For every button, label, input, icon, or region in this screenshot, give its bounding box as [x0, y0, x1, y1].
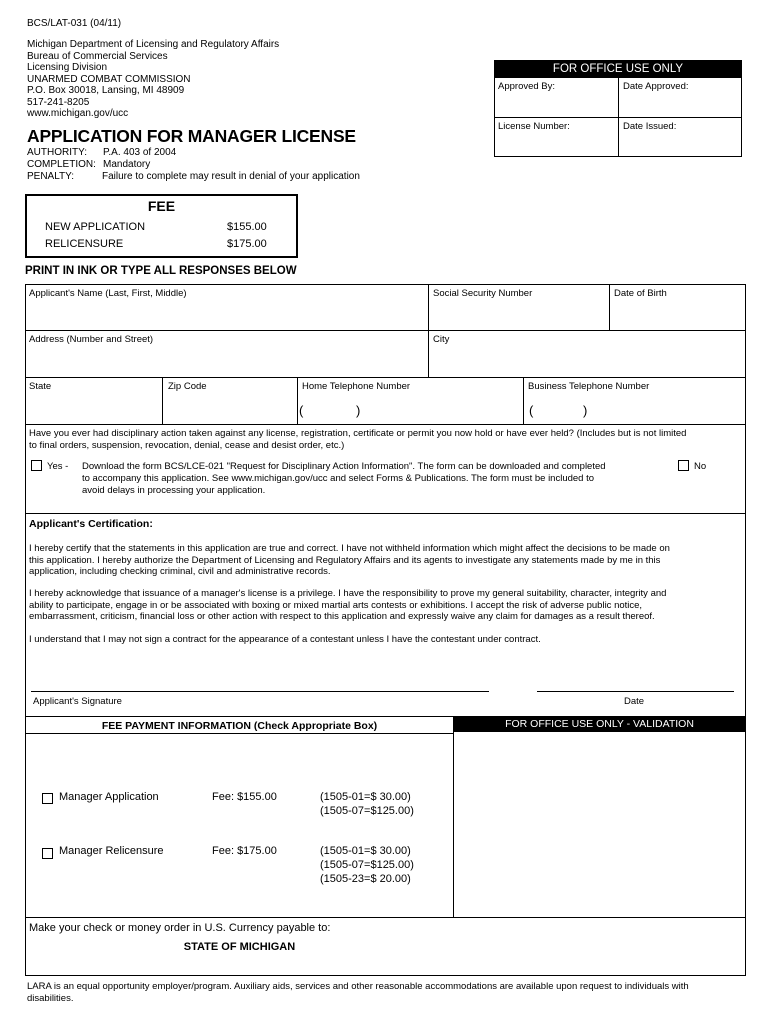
penalty-value: Failure to complete may result in denial of your application	[102, 171, 360, 182]
fee-relicensure-amount: $175.00	[227, 238, 267, 250]
application-form	[25, 284, 746, 976]
dob-input[interactable]	[612, 299, 742, 328]
agency-address	[27, 39, 279, 120]
dob-label: Date of Birth	[614, 288, 667, 299]
address-line: Licensing Division	[27, 62, 108, 73]
applicant-name-input[interactable]	[27, 299, 425, 328]
city-label: City	[433, 334, 450, 345]
city-input[interactable]	[431, 345, 743, 375]
approved-by-label: Approved By:	[498, 81, 556, 92]
completion-value: Mandatory	[103, 159, 151, 170]
instructions: PRINT IN INK OR TYPE ALL RESPONSES BELOW	[25, 265, 297, 277]
certification-line: application, including checking criminal, civil and administrative records.	[29, 566, 331, 577]
fee-new-application-label: NEW APPLICATION	[45, 221, 146, 233]
certification-line: I hereby certify that the statements in this application are true and correct. I have not withheld information which might affect the decisions to be made on	[29, 543, 670, 554]
form-code: BCS/LAT-031 (04/11)	[27, 18, 122, 29]
fee-title: FEE	[147, 198, 176, 214]
manager-relicensure-fee: Fee: $175.00	[212, 845, 277, 857]
manager-relicensure-checkbox[interactable]	[42, 848, 53, 859]
page-title: APPLICATION FOR MANAGER LICENSE	[27, 126, 356, 146]
zip-label: Zip Code	[168, 381, 207, 392]
home-phone-input[interactable]	[308, 392, 520, 422]
zip-input[interactable]	[165, 392, 295, 422]
home-phone-paren-open: (	[299, 403, 304, 418]
fee-code: (1505-07=$125.00)	[320, 859, 414, 871]
manager-relicensure-label: Manager Relicensure	[59, 845, 164, 857]
office-use-box	[494, 60, 742, 157]
yes-label: Yes -	[47, 461, 69, 472]
authority-value: P.A. 403 of 2004	[103, 147, 177, 158]
address-line: Michigan Department of Licensing and Regulatory Affairs	[27, 39, 280, 50]
fee-box	[25, 194, 298, 258]
address-line: P.O. Box 30018, Lansing, MI 48909	[27, 85, 185, 96]
signature-line	[31, 691, 489, 692]
applicant-name-label: Applicant's Name (Last, First, Middle)	[29, 288, 187, 299]
date-label: Date	[624, 696, 645, 707]
certification-line: I hereby acknowledge that issuance of a manager's license is a privilege. I have the responsibility to prove my general suitability, character, integrity and	[29, 588, 667, 599]
yes-checkbox[interactable]	[31, 460, 42, 471]
ssn-label: Social Security Number	[433, 288, 533, 299]
address-label: Address (Number and Street)	[29, 334, 154, 345]
address-line: 517-241-8205	[27, 96, 90, 108]
fee-payment-title: FEE PAYMENT INFORMATION (Check Appropriate Box)	[101, 720, 378, 732]
no-checkbox[interactable]	[678, 460, 689, 471]
address-line: UNARMED COMBAT COMMISSION	[27, 73, 191, 85]
fee-code: (1505-07=$125.00)	[320, 805, 414, 817]
home-phone-paren-close: )	[356, 403, 361, 418]
disciplinary-question-line-1: Have you ever had disciplinary action taken against any license, registration, certificate or permit you now hold or have ever held? (Includes but is not limited	[29, 428, 687, 439]
certification-line: this application. I hereby authorize the Department of Licensing and Regulatory Affairs and its agents to investigate any statements made by me in this	[29, 554, 661, 566]
footer-line-2: disabilities.	[27, 992, 74, 1004]
address-line: www.michigan.gov/ucc	[27, 108, 129, 119]
fee-code: (1505-23=$ 20.00)	[320, 873, 411, 885]
certification-paragraph-2	[29, 588, 666, 623]
address-line: Bureau of Commercial Services	[27, 50, 168, 62]
disciplinary-question-line-2: to final orders, suspension, revocation, denial, cease and desist order, etc.)	[29, 440, 345, 451]
manager-application-checkbox[interactable]	[42, 793, 53, 804]
fee-code: (1505-01=$ 30.00)	[320, 845, 411, 857]
home-phone-label: Home Telephone Number	[302, 381, 411, 392]
signature-input[interactable]	[31, 670, 489, 691]
validation-title: FOR OFFICE USE ONLY - VALIDATION	[454, 717, 745, 732]
certification-line: embarrassment, criticism, financial loss or other action with respect to this application and expressly waive any claim for damages as a result thereof.	[29, 611, 655, 622]
office-use-title: FOR OFFICE USE ONLY	[495, 61, 741, 78]
completion-label: COMPLETION:	[27, 159, 96, 170]
manager-application-label: Manager Application	[59, 791, 159, 803]
business-phone-paren-open: (	[529, 403, 534, 418]
fee-new-application-amount: $155.00	[227, 221, 267, 233]
certification-line: ability to participate, engage in or be associated with boxing or mixed martial arts contests or exhibitions. I accept the risk of adverse public notice,	[29, 599, 643, 611]
business-phone-label: Business Telephone Number	[528, 381, 650, 392]
yes-text-line-1: Download the form BCS/LCE-021 "Request for Disciplinary Action Information". The form can be downloaded and completed	[82, 461, 606, 472]
certification-title: Applicant's Certification:	[29, 518, 153, 530]
footer-line-1: LARA is an equal opportunity employer/program. Auxiliary aids, services and other reasonable accommodations are available upon request to individuals with	[27, 981, 689, 992]
manager-application-fee: Fee: $155.00	[212, 791, 277, 803]
no-label: No	[694, 461, 707, 472]
certification-paragraph-3: I understand that I may not sign a contract for the appearance of a contestant unless I have the contestant under contract.	[29, 634, 541, 645]
state-label: State	[29, 381, 52, 392]
fee-relicensure-label: RELICENSURE	[45, 238, 124, 250]
business-phone-input[interactable]	[536, 392, 742, 422]
business-phone-paren-close: )	[583, 403, 588, 418]
payable-to-text: Make your check or money order in U.S. Currency payable to:	[29, 922, 331, 934]
date-issued-label: Date Issued:	[623, 121, 677, 132]
yes-text-line-2: to accompany this application. See www.michigan.gov/ucc and select Forms & Publications. The form must be included to	[82, 473, 595, 484]
state-input[interactable]	[27, 392, 160, 422]
fee-code: (1505-01=$ 30.00)	[320, 791, 411, 803]
signature-label: Applicant's Signature	[33, 696, 122, 707]
payee-name: STATE OF MICHIGAN	[183, 941, 296, 953]
penalty-label: PENALTY:	[27, 171, 75, 182]
footer-notice	[27, 981, 689, 1004]
date-approved-label: Date Approved:	[623, 81, 689, 92]
address-input[interactable]	[27, 345, 425, 375]
authority-label: AUTHORITY:	[27, 147, 88, 158]
signature-date-input[interactable]	[537, 670, 734, 691]
date-line	[537, 691, 734, 692]
certification-paragraph-1	[29, 543, 670, 578]
yes-text-line-3: avoid delays in processing your application.	[82, 485, 266, 496]
ssn-input[interactable]	[431, 299, 606, 328]
license-number-label: License Number:	[498, 121, 570, 132]
